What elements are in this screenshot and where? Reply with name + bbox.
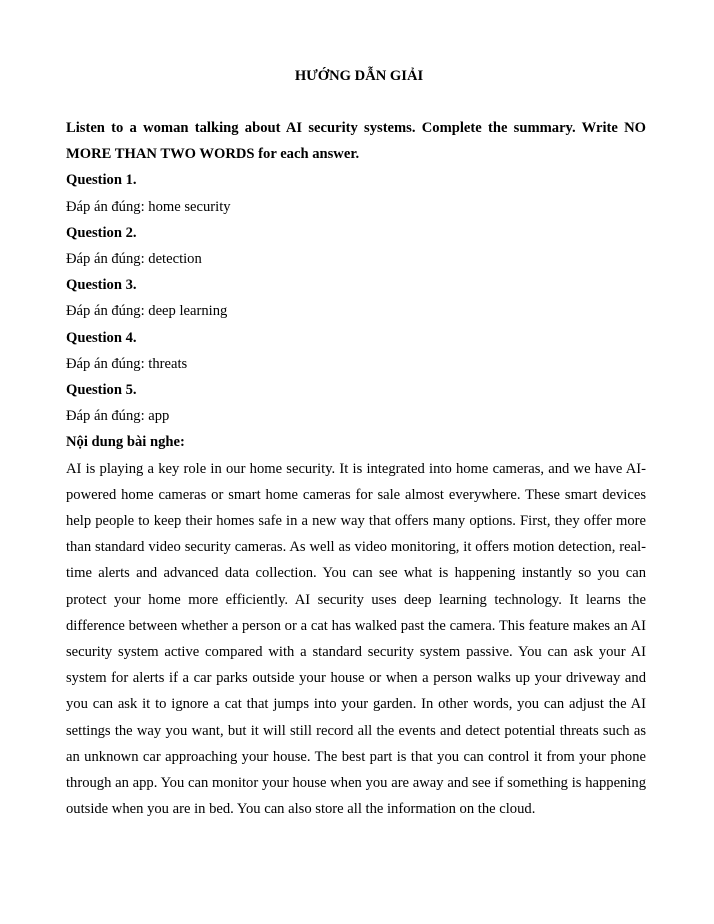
document-page: [66, 63, 646, 822]
question-2-label: Question 2.: [66, 224, 137, 241]
answer-value: home security: [148, 198, 231, 215]
question-2-answer: [66, 246, 646, 272]
answer-prefix: Đáp án đúng:: [66, 355, 149, 372]
question-4-answer: [66, 351, 646, 377]
question-5-answer: [66, 403, 646, 429]
answer-prefix: Đáp án đúng:: [66, 251, 149, 268]
answer-value: deep learning: [148, 303, 228, 320]
instruction-text: Listen to a woman talking about AI security systems. Complete the summary. Write NO MORE THAN TWO WORDS for each answer.: [66, 120, 646, 163]
answer-list: [66, 167, 646, 429]
question-3-answer: [66, 298, 646, 324]
answer-value: threats: [148, 355, 188, 372]
question-3-label: Question 3.: [66, 277, 137, 294]
question-1-answer: [66, 194, 646, 220]
transcript-heading: Nội dung bài nghe:: [66, 434, 185, 451]
answer-prefix: Đáp án đúng:: [66, 408, 149, 425]
answer-value: app: [148, 408, 170, 425]
question-4-label: Question 4.: [66, 329, 137, 346]
transcript-text: AI is playing a key role in our home security. It is integrated into home cameras, and we have AI-powered home cameras or smart home cameras for sale almost everywhere. These smart devices help people to keep their homes safe in a new way that offers many options. First, they offer more than standard video security cameras. As well as video monitoring, it offers motion detection, real-time alerts and advanced data collection. You can see what is happening instantly so you can protect your home more efficiently. AI security uses deep learning technology. It learns the difference between whether a person or a cat has walked past the camera. This feature makes an AI security system active compared with a standard security system passive. You can ask your AI system for alerts if a car parks outside your house or when a person walks up your driveway and you can ask it to ignore a cat that jumps into your garden. In other words, you can adjust the AI settings the way you want, but it will still record all the events and detect potential threats such as an unknown car approaching your house. The best part is that you can control it from your phone through an app. You can monitor your house when you are away and see if something is happening outside when you are in bed. You can also store all the information on the cloud.: [66, 460, 646, 818]
question-5-label: Question 5.: [66, 382, 137, 399]
answer-prefix: Đáp án đúng:: [66, 303, 149, 320]
question-1-label: Question 1.: [66, 172, 137, 189]
document-title: HƯỚNG DẪN GIẢI: [294, 68, 424, 84]
answer-prefix: Đáp án đúng:: [66, 198, 149, 215]
answer-value: detection: [148, 251, 202, 268]
